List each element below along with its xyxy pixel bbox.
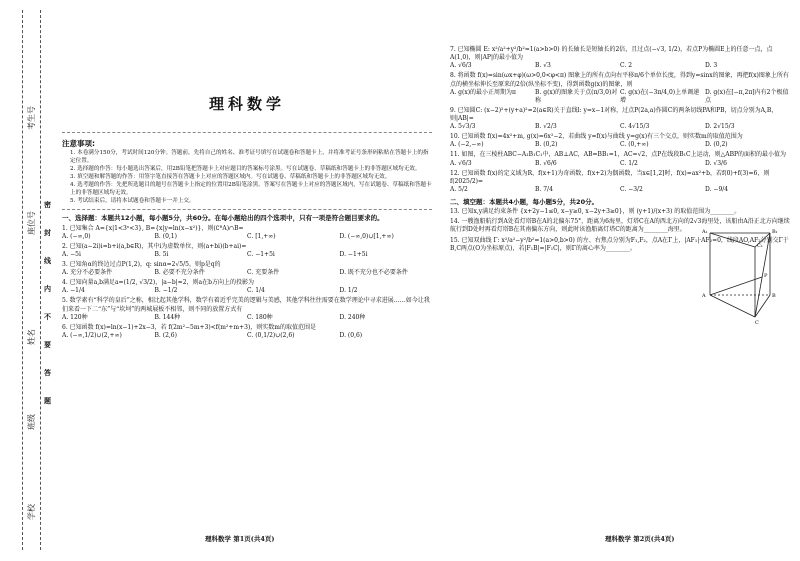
option: A. √6/3	[450, 62, 472, 70]
question-stem: 12. 已知函数 f(x)的定义域为R，f(x+1)为奇函数，f(x+2)为偶函数，当x∈[1,2]时，f(x)=ax²+b，若f(0)+f(3)=6，则f(2025/2)=	[450, 169, 770, 185]
option: D. (−∞,0)∪[1,+∞)	[339, 232, 394, 240]
figure-label: C₁	[757, 243, 763, 249]
seal-word: 不	[44, 312, 51, 321]
options-row	[450, 123, 790, 131]
section-one-heading: 一、选择题：本题共12小题，每小题5分，共60分。在每小题给出的四个选项中，只有一项是符合题目要求的。	[62, 214, 384, 222]
option: A. 5√3/3	[450, 123, 476, 131]
section-two-heading: 二、填空题：本题共4小题，每小题5分，共20分。	[450, 198, 599, 207]
question-stem: 3. 已知角α的终边过点P(1,2)，q: sinα=2√5/5，则p是q的	[62, 260, 221, 268]
options-row	[450, 141, 790, 149]
question-stem: 1. 已知集合 A={x|1<3ˣ<3}, B={x|y=ln(x−x²)}，则(∁ᴿA)∩B=	[62, 224, 244, 232]
option: D. −9/4	[705, 186, 729, 194]
option: C. (0,+∞)	[620, 141, 649, 149]
options-row	[450, 89, 790, 105]
right-questions	[450, 46, 790, 194]
name-label: 姓名	[27, 329, 36, 345]
seal-word: 内	[44, 284, 51, 293]
option: D. 2√15/3	[705, 123, 735, 131]
page-one-footer: 理科数学 第1页(共4页)	[205, 535, 275, 543]
figure-label: P	[764, 273, 768, 279]
option: B. √3	[535, 62, 551, 70]
options-row	[62, 233, 432, 241]
option: C. 180种	[247, 313, 273, 321]
notes-heading: 注意事项:	[62, 139, 95, 148]
options-row	[450, 62, 790, 70]
option: B. √2/3	[535, 123, 557, 131]
option: D. √3/6	[705, 159, 727, 167]
option: C. (0,1/2)∪(2,6)	[247, 331, 295, 339]
option: B. −1/2	[154, 287, 178, 295]
option: C. [1,+∞)	[247, 232, 276, 240]
question-stem: 7. 已知椭圆 E: x²/a²+y²/b²=1(a>b>0) 的长轴长是短轴长的2倍，且过点(−√3, 1/2)，若点P为椭圆E上的任意一点，点A(1,0)，则|AP|的最小值为	[450, 46, 773, 62]
fill-question: 13. 已知x,y满足约束条件 {x+2y−1≤0, x−y≥0, x−2y+3≥0}，则 (y+1)/(x+3) 的取值范围为________。	[450, 208, 741, 216]
options-row	[62, 287, 432, 295]
seal-word: 封	[44, 228, 51, 237]
options-row	[62, 332, 432, 340]
option: D. (0,2)	[705, 141, 728, 149]
option: B. 7/4	[535, 186, 553, 194]
seal-word: 线	[44, 256, 51, 265]
option: C. −1+5i	[247, 250, 275, 258]
option: D. g(x)在[−π,2π]内有2个极值点	[705, 88, 789, 104]
options-row	[62, 269, 432, 277]
left-questions	[62, 225, 432, 340]
figure-label: B	[772, 293, 776, 299]
option: B. (0,1)	[154, 232, 177, 240]
option: C. 充要条件	[247, 269, 280, 277]
options-row	[450, 160, 790, 168]
seat-label: 座位号	[27, 211, 36, 235]
option: D. 3	[705, 62, 718, 70]
option: A. (−2,−∞)	[450, 141, 484, 149]
option: D. 既不充分也不必要条件	[339, 269, 408, 277]
option: C. 1/4	[247, 287, 265, 295]
exam-title: 理科数学	[208, 95, 285, 113]
option: A. (−∞,0)	[62, 232, 91, 240]
option: C. g(x)在(−3π/4,0)上单调递增	[620, 88, 700, 104]
option: A. 5/2	[450, 186, 468, 194]
seal-word: 密	[44, 200, 51, 209]
note-item: 2. 选择题的作答：每小题选出答案后，用2B铅笔把答题卡上对应题目的答案标号涂黑。写在试题卷、草稿纸和答题卡上的非答题区域均无效。	[70, 166, 421, 172]
option: A. −5i	[62, 250, 81, 258]
option: A. −1/4	[62, 287, 85, 295]
question-stem: 8. 将函数 f(x)=sin(ωx+φ)(ω>0,0<φ<π) 图象上的所有点向右平移π/6个单位长度，得到y=sinx的图象，再把f(x)图象上所有点的横坐标伸长至原来的2倍(纵坐标不变)，得到函数g(x)的图象，则	[450, 72, 789, 88]
binding-seal-line	[40, 10, 41, 550]
page-two-footer: 理科数学 第2页(共4页)	[605, 535, 675, 543]
seal-word: 要	[44, 340, 51, 349]
question-stem: 11. 如图，在三棱柱ABC−A₁B₁C₁中，AB⊥AC，AB=BB₁=1，AC=√2，点P在线段B₁C上运动，则△ABP的面积的最小值为	[450, 151, 787, 159]
prism-figure	[700, 225, 785, 325]
option: A. g(x)的最小正周期为π	[450, 88, 516, 96]
option: A. (−∞,1/2)∪(2,+∞)	[62, 331, 122, 339]
option: D. −1+5i	[339, 250, 368, 258]
question-stem: 2. 已知(a−2i)i=b+i(a,b∈R)，其中i为虚数单位，则(a+bi)(b+ai)=	[62, 242, 247, 250]
option: B. 5i	[154, 250, 169, 258]
exam-number-label: 考生号	[27, 106, 36, 130]
options-row	[62, 314, 432, 322]
question-stem: 4. 已知向量a,b满足a=(1/2, √3/2)，|a−b|=2，则a在b方向上的投影为	[62, 279, 254, 287]
option: B. (2,6)	[154, 331, 177, 339]
figure-label: C	[755, 320, 759, 325]
note-item: 3. 填空题和解答题的作答：用签字笔直接答在答题卡上对应的答题区域内。写在试题卷、草稿纸和答题卡上的非答题区域均无效。	[70, 174, 391, 180]
fill-question: 14. 一艘渔船航行到A处看灯塔B在A的北偏东75°，距离为6海里，灯塔C在A的西北方向的2√3海里处，该船由A沿正北方向继续航行到D处时再看灯塔B在其南偏东方向，则此时该渔船离灯塔C的距离为________海里。	[450, 218, 790, 234]
figure-label: A₁	[702, 229, 708, 235]
option: C. −3/2	[620, 186, 643, 194]
option: B. 144种	[154, 313, 181, 321]
note-item: 1. 本卷满分150分，考试时间120分钟。答题前，先将自己的姓名、准考证号填写在试题卷和答题卡上，并将准考证号条形码粘贴在答题卡上的指定位置。	[70, 150, 429, 164]
option: B. (0,2)	[535, 141, 558, 149]
options-row	[62, 251, 432, 259]
option: A. 120种	[62, 313, 88, 321]
page-one	[62, 18, 432, 340]
option: C. 4√15/3	[620, 123, 650, 131]
option: C. 1/2	[620, 159, 638, 167]
class-label: 班级	[27, 414, 36, 430]
fill-question: 15. 已知双曲线 Γ: x²/a²−y²/b²=1(a>0,b>0) 的左、右焦点分别为F₁,F₂，点A在Γ上，|AF₁|·AF₂=0，线段AO,AF₂分别交Γ于B,C两点(O为坐标原点)，若|F₁B|=|F₁C|，则Γ的离心率为________。	[450, 236, 789, 252]
option: B. 必要不充分条件	[154, 269, 205, 277]
seal-word: 答	[44, 368, 51, 377]
option: A. 充分不必要条件	[62, 269, 113, 277]
binding-cut-line	[22, 10, 23, 550]
question-stem: 5. 数学素有“科学的皇后”之称，相比起其他学科，数学有着近乎完美的逻辑与美感，其他学科往往需要在数学理论中寻求进展……如今让我们来看一下二“东”与“坎坷”的两城展板不相邻，则不同的放置方式有	[62, 297, 430, 313]
option: B. √6/6	[535, 159, 557, 167]
note-item: 4. 选考题的作答：先把所选题目的题号在答题卡上指定的位置用2B铅笔涂黑。答案写在答题卡上对应的答题区域内，写在试题卷、草稿纸和答题卡上的非答题区域均无效。	[70, 182, 432, 196]
question-stem: 10. 已知函数 f(x)=4x²+m, g(x)=6x²−2，若曲线 y=f(x)与曲线 y=g(x)有三个交点，则实数m的取值范围为	[450, 133, 743, 141]
option: D. 240种	[339, 313, 366, 321]
question-stem: 9. 已知圆C: (x−2)²+(y+a)²=2(a∈R)关于直线l: y=x−1对称，过点P(2a,a)作圆C的两条切线PA和PB，切点分别为A,B，则|AB|=	[450, 106, 778, 123]
figure-label: A	[702, 293, 706, 299]
option: C. 2	[620, 62, 633, 70]
options-row	[450, 186, 790, 194]
figure-label: B₁	[772, 229, 778, 235]
note-item: 5. 考试结束后，请将本试题卷和答题卡一并上交。	[70, 198, 195, 204]
school-label: 学校	[27, 504, 36, 520]
option: D. 1/2	[339, 287, 358, 295]
option: A. √6/3	[450, 159, 472, 167]
notes-list	[62, 149, 432, 205]
page-two	[450, 44, 790, 253]
option: B. g(x)的图象关于点(π/3,0)对称	[535, 88, 618, 104]
question-stem: 6. 已知函数 f(x)=ln(x−1)+2x−3，若 f(2m²−5m+3)<f(m²+m+3)，则实数m的取值范围是	[62, 323, 316, 331]
seal-word: 题	[44, 396, 51, 405]
option: D. (0,6)	[339, 331, 363, 339]
binding-strip	[0, 0, 58, 561]
